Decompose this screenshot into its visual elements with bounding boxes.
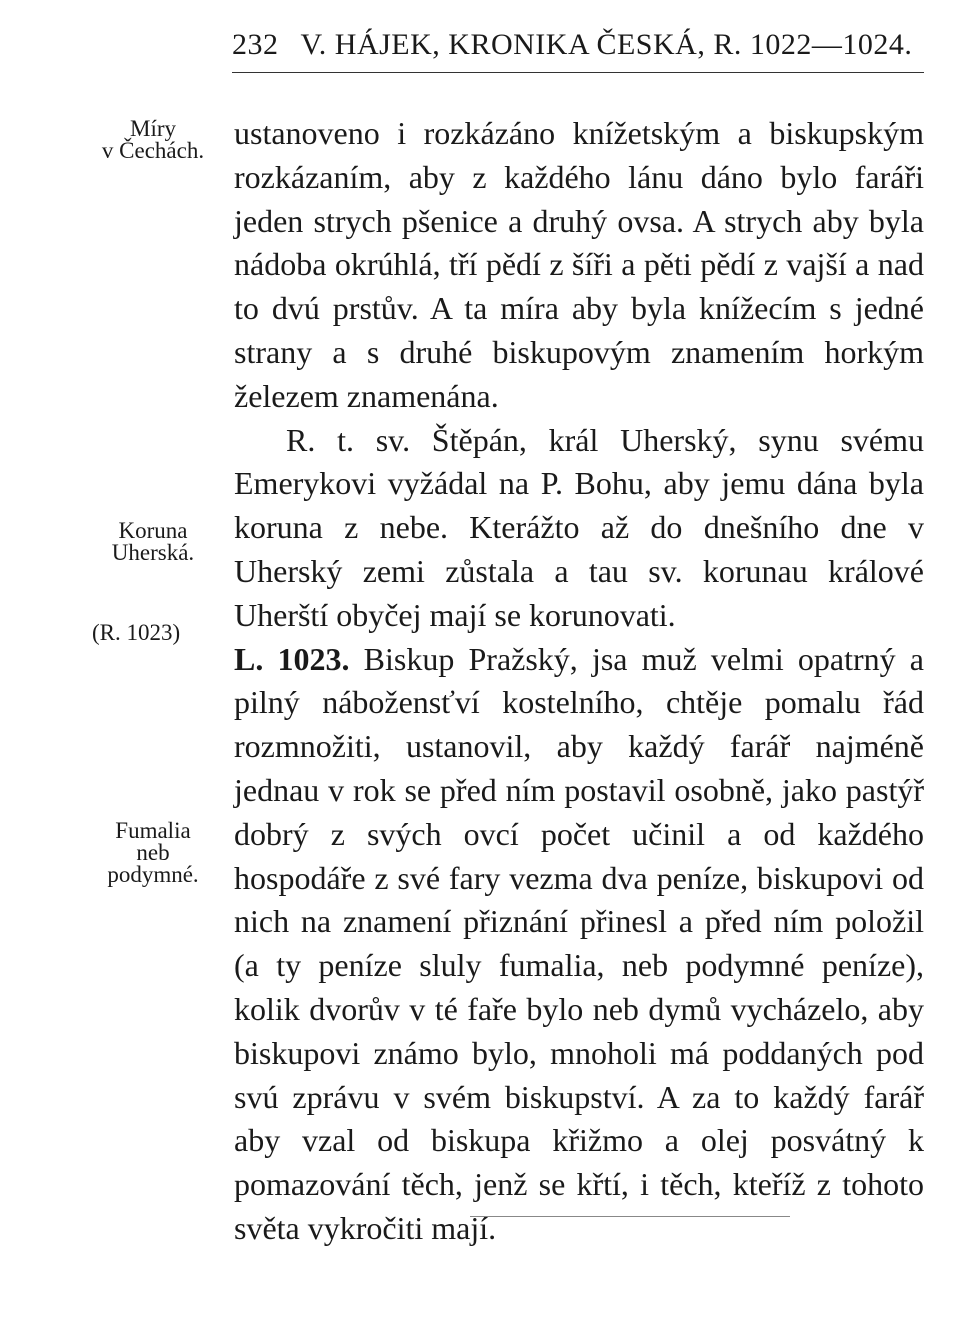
paragraph-crown: R. t. sv. Štěpán, král Uherský, synu svému Emerykovi vyžádal na P. Bohu, aby jemu dána byla koruna z nebe. Kterážto až do dnešního dne v Uherský zemi zůstala a tau sv. korunau králové Uherští obyčej mají se korunovati. <box>234 421 924 633</box>
header-rule <box>232 72 924 73</box>
paragraph-fumalia <box>234 638 924 1251</box>
margin-note-line: Koruna <box>118 518 188 543</box>
margin-note-year <box>92 622 226 644</box>
margin-note-koruna <box>86 520 220 564</box>
bottom-rule <box>470 1216 790 1217</box>
running-header <box>232 28 922 62</box>
margin-note-line: neb <box>136 840 170 865</box>
year-heading: L. 1023. <box>234 640 350 677</box>
margin-note-line: v Čechách. <box>101 138 205 163</box>
running-title: V. HÁJEK, KRONIKA ČESKÁ, R. 1022—1024. <box>300 28 913 61</box>
margin-note-line: Míry <box>130 116 176 141</box>
margin-note-line: Uherská. <box>111 540 195 565</box>
margin-note-miry <box>86 118 220 162</box>
margin-note-fumalia <box>86 820 220 886</box>
paragraph-measures: ustanoveno i rozkázáno knížetským a biskupským rozkázaním, aby z každého lánu dáno bylo faráři jeden strych pšenice a druhý ovsa. A strych aby byla nádoba okrúhlá, tří pědí z šíři a pěti pědí z vajší a nad to dvú prstův. A ta míra aby byla knížecím s jedné strany a s druhé biskupovým znamením horkým železem znamenána. <box>234 115 924 414</box>
margin-note-line: podymné. <box>107 862 199 887</box>
margin-note-line: (R. 1023) <box>92 620 181 645</box>
paragraph-fumalia-text: Biskup Pražský, jsa muž velmi opatrný a pilný nábožensťví kostelního, chtěje pomalu řád rozmnožiti, ustanovil, aby každý farář najméně jednau v rok se před ním postavil osobně, jako pastýř dobrý z svých ovcí počet učinil a od každého hospodáře z své fary vezma dva peníze, biskupovi od nich na znamení přiznání přinesl a před ním položil (a ty peníze sluly fumalia, neb podymné peníze), kolik dvorův v té faře bylo neb dymů vycházelo, aby biskupovi známo bylo, mnoholi má poddaných pod svú zprávu v svém biskupství. A za to každý farář aby vzal od biskupa křižmo a olej posvátný k pomazování těch, jenž se křtí, i těch, kteříž z tohoto světa vykročiti mají. <box>234 640 925 1246</box>
page-number: 232 <box>232 28 279 61</box>
body-text <box>234 112 924 1251</box>
margin-note-line: Fumalia <box>115 818 191 843</box>
